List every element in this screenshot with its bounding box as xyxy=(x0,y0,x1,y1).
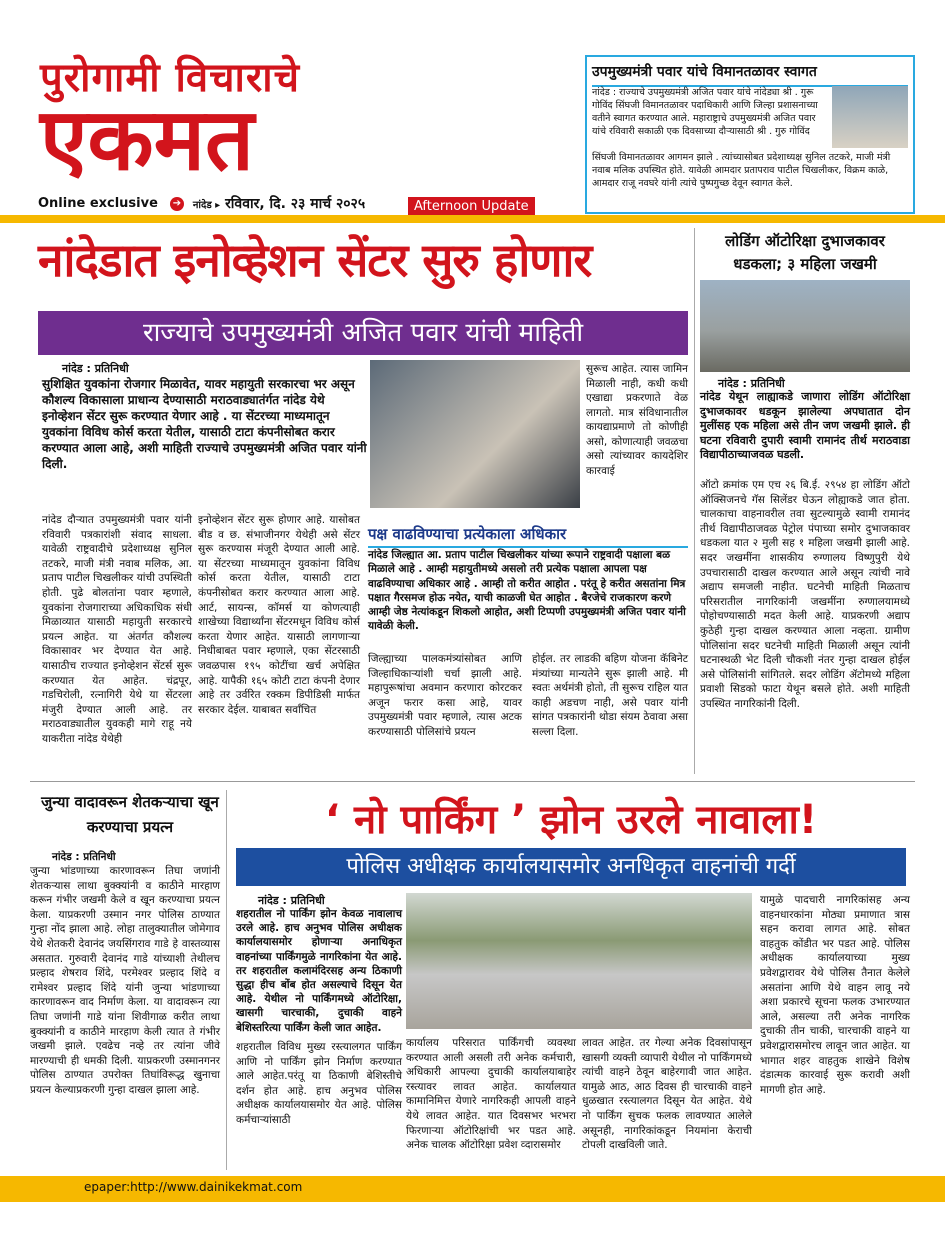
dateline-date: रविवार, दि. २३ मार्च २०२५ xyxy=(225,196,366,212)
main-column-right: सुरूच आहेत. त्यास जामिन मिळाली नाही, कधी कधी एखाद्या प्रकरणाते वेळ लागतो. मात्र संविधानातील कायद्याप्रमाणे तो कोणीही असो, कोणात्याही जवळचा असो त्यांच्यावर कायदेशिर कारवाई xyxy=(586,363,688,477)
masthead-tagline: पुरोगामी विचाराचे xyxy=(40,55,301,101)
main-byline: नांदेड : प्रतिनिधी xyxy=(62,362,129,375)
main-column-2: इनोव्हेशन सेंटर सुरू होणार आहे. यासोबत बीड व छ. संभाजीनगर येथेही असे सेंटर सुरू करण्यास मंजूरी देण्यात आली आहे. या सेंटरच्या माध्यमातून युवकांना विविध कोर्स करता येतील, यासाठी टाटा कंपनीसोबत करार करण्यात आला आहे. आर्ट, सायन्स, कॉमर्स या कोणत्याही शाखेच्या विद्यार्थ्यांना सेंटरमधून विविध कोर्स करता येणार आहेत. यासाठी लागणाऱ्या निधीबाबत पवार म्हणाले, एका सेंटरसाठी जवळपास १९५ कोटींचा खर्च अपेक्षित आहे. यापैकी १६५ कोटी टाटा कंपनी देणार आहे तर उर्वरित रक्कम डिपीडिसी मार्फत सरकार देईल. याबाबत सर्वांचित xyxy=(198,514,360,716)
accident-headline: लोडिंग ऑटोरिक्षा दुभाजकावर धडकला; ३ महिला जखमी xyxy=(725,232,885,273)
parking-headline: ‘ नो पार्किंग ’ झोन उरले नावाला! xyxy=(324,797,818,843)
main-lead: सुशिक्षित युवकांना रोजगार मिळावेत, यावर महायुती सरकारचा भर असून कौशल्य विकासाला प्राधान्य देण्यासाठी मराठवाड्यातंर्गत नांदेड येथे इनोव्हेशन सेंटर सुरू करण्यात येणार आहे . या सेंटरच्या माध्यमातून युवकांना विविध कोर्स करता येतील, यासाठी टाटा कंपनीसोबत करार करण्यात आला आहे, अशी माहिती राज्याचे उपमुख्यमंत्री अजित पवार यांनी दिली. xyxy=(42,377,367,471)
top-right-body-continued: सिंघजी विमानतळावर आगमन झाले . त्यांच्यासोबत प्रदेशाध्यक्ष सुनिल तटकरे, माजी मंत्री नवाब मलिक उपस्थित होते. यावेळी आमदार प्रतापराव पाटील चिखलीकर, विक्रम काळे, आमदार राजू नवघरे यांनी त्यांचे पुष्पगुच्छ देवून स्वागत केले. xyxy=(592,152,891,189)
main-headline: नांदेडात इनोव्हेशन सेंटर सुरु होणार xyxy=(38,233,592,287)
column-divider xyxy=(226,790,227,1170)
dateline xyxy=(170,194,365,213)
accident-body: ऑटो क्रमांक एम एच २६ बि.ई. २९५४ हा लोडिंग ऑटो ऑक्सिजनचे गॅस सिलेंडर घेऊन लोह्याकडे जात होता. चालकाचा वाहनावरील तवा सुटल्यामुळे स्वामी रामानंद तीर्थ विद्यापीठाजवळ पेट्रोल पंपाच्या समोर दुभाजकावर धडकला यात २ मुली सह १ महिला जखमी झाली आहे. सदर जखमींना शासकीय रुग्णालय विष्णुपुरी येथे उपचारासाठी दाखल करण्यात आले असून त्यांची नावे अद्याप समजली नाहीत. घटनेची माहिती मिळताच परिसरातील नागरिकांनी जखमींना रुग्णालयामध्ये पोहोचण्यासाठी मदत केली आहे. याप्रकरणी अद्याप कुठेही गुन्हा दाखल करण्यात आला नव्हता. ग्रामीण पोलिसांना सदर घटनेची माहिती मिळाली असून त्यांनी घटनास्थळी भेट दिली चौकशी नंतर गुन्हा दाखल होईल असे पोलिसांनी सांगितले. सदर लोडिंग ॲटोमध्ये महिला प्रवाशी सिडको फाटा येथून बसले होते. अशी माहिती उपस्थित नागरिकांनी दिली. xyxy=(700,479,910,710)
main-subheadline: राज्याचे उपमुख्यमंत्री अजित पवार यांची माहिती xyxy=(38,311,688,355)
edition-badge: Afternoon Update xyxy=(408,197,535,216)
section-divider xyxy=(30,781,915,782)
parking-photo xyxy=(406,893,752,1029)
land-dispute-body: जुन्या भांडणाच्या कारणावरून तिघा जणांनी शेतकऱ्यास लाथा बुक्क्यांनी व काठीने मारहाण करून गंभीर जखमी केले व खून करण्याचा प्रयत्न केला. याप्रकरणी उस्मान नगर पोलिस ठाण्यात गुन्हा नोंद झाला आहे. लोहा तालुक्यातील जोमेगाव येथे शेतकरी देवानंद जयसिंगराव गाडे हे वास्तव्यास असतात. गुरुवारी देवानंद गाडे यांच्याशी तेथीलच प्रल्हाद शेषराव शिंदे, परमेश्वर प्रल्हाद शिंदे व रामेश्वर प्रल्हाद शिंदे यांनी जुन्या भांडणाच्या कारणावरून वाद निर्माण केला. या वादावरून त्या तिघा जणांनी गाडे यांना शिवीगाळ करीत लाथा बुक्क्यांनी व काठीने मारहाण केली त्यात ते गंभीर जखमी झाले. एवढेच नव्हे तर त्यांना जीवे मारण्याची ही धमकी दिली. याप्रकरणी उस्मानगनर पोलिस ठाण्यात उपरोक्त तिघांविरूद्ध खुनाचा प्रयत्न केल्याप्रकरणी गुन्हा दाखल झाला आहे. xyxy=(30,865,220,1096)
party-box-body: नांदेड जिल्ह्यात आ. प्रताप पाटील चिखलीकर यांच्या रूपाने राष्ट्रवादी पक्षाला बळ मिळाले आहे . आम्ही महायुतीमध्ये असलो तरी प्रत्येक पक्षाला आपला पक्ष वाढविण्याचा अधिकार आहे . आम्ही तो करीत आहोत . परंतू हे करीत असतांना मित्र पक्षात गैरसमज होऊ नयेत, याची काळजी घेत आहोत . बैरजेचे राजकारण करणे आम्ही जेष्ठ नेत्यांकडून शिकलो आहोत, अशी टिप्पणी उपमुख्यमंत्री अजित पवार यांनी यावेळी केली. xyxy=(368,549,686,633)
arrow-right-icon: ➔ xyxy=(170,197,184,211)
party-box-headline: पक्ष वाढविण्याचा प्रत्येकाला अधिकार xyxy=(368,524,688,548)
dateline-city: नांदेड ▸ xyxy=(192,200,221,211)
top-right-headline: उपमुख्यमंत्री पवार यांचे विमानतळावर स्वागत xyxy=(592,62,908,87)
parking-subheadline: पोलिस अधीक्षक कार्यालयासमोर अनधिकृत वाहनांची गर्दी xyxy=(236,848,906,886)
parking-byline: नांदेड : प्रतिनिधी xyxy=(258,894,325,907)
accident-photo xyxy=(700,280,910,372)
top-right-body: नांदेड : राज्याचे उपमुख्यमंत्री अजित पवार यांचे नांदेड्या श्री . गुरू गोविंद सिंघजी विमानतळावर पदाधिकारी आणि जिल्हा प्रशासनाच्या वतीने स्वागत करण्यात आले. महाराष्ट्राचे उपमुख्यमंत्री अजित पवार यांचे रविवारी सकाळी एक दिवसाच्या दौऱ्यासाठी श्री . गुरु गोविंद xyxy=(592,87,818,137)
accident-byline: नांदेड : प्रतिनिधी xyxy=(718,377,785,390)
parking-column-2: कार्यालय परिसरात पार्किंगची व्यवस्था करण्यात आली असली तरी अनेक कर्मचारी, अधिकारी आपल्या दुचाकी कार्यालयाबाहेर रस्त्यावर लावत आहेत. कार्यालयात कामानिमित्त येणारे नागरिकही आपली वाहने येथे लावत आहेत. यात दिवसभर भरभरा फिरणाऱ्या ऑटोरिक्षांची भर पडत आहे. अनेक चालक ऑटोरिक्षा प्रवेश व्दारासमोर xyxy=(406,1037,576,1152)
parking-column-4: यामुळे पादचारी नागरिकांसह अन्य वाहनधारकांना मोठ्या प्रमाणात त्रास सहन करावा लागत आहे. सोबत वाहतुक कोंडीत भर पडत आहे. पोलिस अधीक्षक कार्यालयाच्या मुख्य प्रवेशद्वारावर येथे पोलिस तैनात केलेले असतांना आणि येथे वाहन लावू नये अशा प्रकारचे सूचना फलक उभारण्यात आले, असल्या तरी अनेक नागरिक दुचाकी तीन चाकी, चारचाकी वाहने या प्रवेशद्वारासमोरच लावून जात आहेत. या भागात शहर वाहतुक शाखेने विशेष दंडात्मक कारवाई सुरू करावी अशी मागणी होत आहे. xyxy=(760,894,910,1096)
main-column-1: नांदेड दौऱ्यात उपमुख्यमंत्री पवार यांनी रविवारी पत्रकारांशी संवाद साधला. यावेळी राष्ट्रवादीचे प्रदेशाध्यक्ष सुनिल तटकरे, माजी मंत्री नवाब मलिक, आ. प्रताप पाटील चिखलीकर यांची उपस्थिती होती. पुढे बोलतांना पवार म्हणाले, युवकांना रोजगाराच्या अधिकाधिक संधी मिळाव्यात यासाठी महायुती सरकारचे प्रयत्न आहेत. या अंतर्गत कौशल्य विकासावर भर देण्यात येत आहे. यासाठीच राज्यात इनोव्हेशन सेंटर्स सुरू करण्यात येत आहेत. चंद्रपूर, गडचिरोली, रत्नागिरी येथे या सेंटरला मंजुरी देण्यात आली आहे. तर मराठवाड्यातील युवकही मागे राहू नये याकरीता नांदेड येथेही xyxy=(42,514,192,745)
online-exclusive-label: Online exclusive xyxy=(38,196,158,211)
parking-column-3: लावत आहेत. तर गेल्या अनेक दिवसांपासून खासगी व्यक्ती व्यापारी येथील नो पार्किंगमध्ये त्यांची वाहने ठेवून बाहेरगावी जात आहेत. यामुळे आठ, आठ दिवस ही चारचाकी वाहने धुळखात रस्त्यालगत दिसून येत आहेत. येथे नो पार्किंग सुचक फलक लावण्यात आलेले असूनही, नागरिकांकडून नियमांना केराची टोपली दाखविली जाते. xyxy=(582,1037,752,1152)
footer-epaper-link[interactable]: epaper:http://www.dainikekmat.com xyxy=(84,1180,303,1194)
newspaper-logo: एकमत xyxy=(40,90,255,190)
accident-lead: नांदेड येथून लाह्याकडे जाणारा लोडिंग ऑटोरिक्षा दुभाजकावर धडकून झालेल्या अपघातात दोन मुलींसह एक महिला असे तीन जण जखमी झाले. ही घटना रविवारी दुपारी स्वामी रामानंद तीर्थ मराठवाडा विद्यापीठाच्याजवळ घडली. xyxy=(700,390,910,461)
parking-column-1: शहरातील विविध मुख्य रस्त्यालगत पार्किंग आणि नो पार्किंग झोन निर्माण करण्यात आले आहेत.परंतू या ठिकाणी बेशिस्तीचे दर्शन होत आहे. हाच अनुभव पोलिस अधीक्षक कार्यालयासमोर येत आहे. पोलिस कर्मचाऱ्यांसाठी xyxy=(236,1041,402,1126)
top-divider-bar xyxy=(0,215,945,223)
parking-lead: शहरातील नो पार्किंग झोन केवळ नावालाच उरले आहे. हाच अनुभव पोलिस अधीक्षक कार्यालयासमोर होणाऱ्या अनाधिकृत वाहनांच्या पार्किंगमुळे नागरिकांना येत आहे. तर शहरातील कलामंदिरसह अन्य ठिकाणी सुद्धा हीच बोंब होत असल्याचे दिसून येत आहे. येथील नो पार्किंगमध्ये ऑटोरिक्षा, खासगी चारचाकी, दुचाकी वाहने बेशिस्तरित्या पार्किंग केली जात आहेत. xyxy=(236,908,402,1034)
main-column-4: होईल. तर लाडकी बहिण योजना कॅबिनेट मंत्र्यांच्या मान्यतेने सुरू झाली आहे. मी स्वतः अर्थमंत्री होतो, ती सुरूच राहिल यात काही अडचण नाही, असे पवार यांनी सांगत पत्रकारांनी थोडा संयम ठेवावा असा सल्ला दिला. xyxy=(532,653,688,738)
column-divider xyxy=(694,228,695,774)
land-dispute-byline: नांदेड : प्रतिनिधी xyxy=(52,851,116,863)
welcome-photo xyxy=(832,86,908,148)
press-conference-photo xyxy=(370,360,580,508)
main-column-3: जिल्ह्याच्या पालकमंत्र्यांसोबत आणि जिल्हाधिकाऱ्यांशी चर्चा झाली आहे. महापुरूषांचा अवमान करणारा कोरटकर अजून फरार कसा आहे, यावर उपमुख्यमंत्री पवार म्हणाले, त्यास अटक करण्यासाठी पोलिसांचे प्रयत्न xyxy=(368,653,522,738)
land-dispute-headline: जुन्या वादावरून शेतकऱ्याचा खून करण्याचा प्रयत्न xyxy=(41,793,219,836)
